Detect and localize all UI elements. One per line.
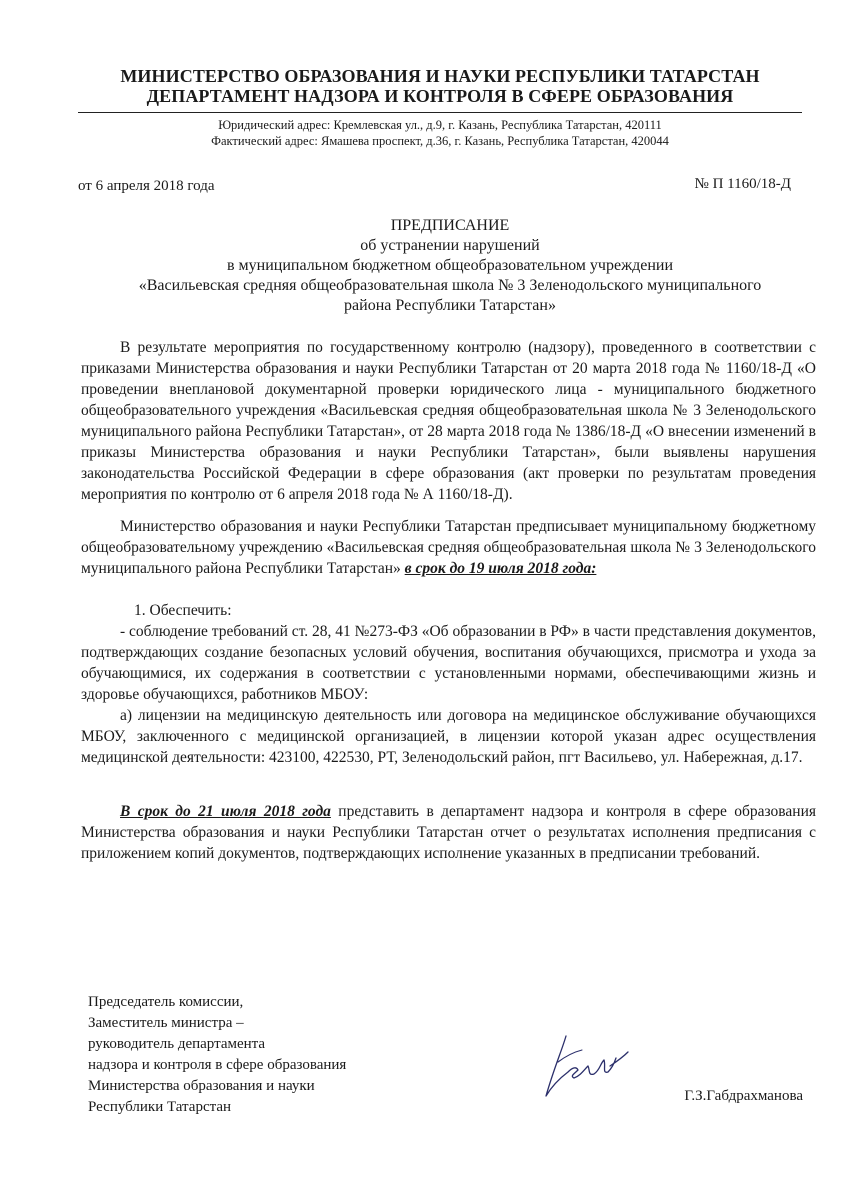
signatory-name: Г.З.Габдрахманова	[684, 1088, 803, 1104]
deadline-first: в срок до 19 июля 2018 года:	[404, 560, 597, 577]
document-date: от 6 апреля 2018 года	[78, 178, 215, 194]
prescription-text: Министерство образования и науки Республики Татарстан предписывает муниципальному бюджетному общеобразовательному учреждению «Васильевская средняя общеобразовательная школа № 3 Зеленодольского муниципального района Республики Татарстан»	[81, 518, 816, 577]
item-1-text: - соблюдение требований ст. 28, 41 №273-ФЗ «Об образовании в РФ» в части представления документов, подтверждающих создание безопасных условий обучения, воспитания обучающихся, присмотра и ухода за обучающимися, их содержания в соответствии с установленными нормами, обеспечивающими жизнь и здоровье обучающихся, работников МБОУ:	[81, 623, 816, 703]
title-subline-4: района Республики Татарстан»	[344, 297, 556, 314]
paragraph-findings: В результате мероприятия по государственному контролю (надзору), проведенного в соответствии с приказами Министерства образования и науки Республики Татарстан от 20 марта 2018 года № 1160/18-Д «О проведении внеплановой документарной проверки юридического лица - муниципального бюджетного общеобразовательного учреждения «Васильевская средняя общеобразовательная школа № 3 Зеленодольского муниципального района Республики Татарстан», от 28 марта 2018 года № 1386/18-Д «О внесении изменений в приказы Министерства образования и науки Республики Татарстан», были выявлены нарушения законодательства Российской Федерации в сфере образования (акт проверки по результатам проведения мероприятия по контролю от 6 апреля 2018 года № А 1160/18-Д).	[81, 339, 816, 503]
legal-address: Юридический адрес: Кремлевская ул., д.9, г. Казань, Республика Татарстан, 420111	[218, 118, 662, 132]
signatory-line: надзора и контроля в сфере образования	[88, 1057, 347, 1073]
report-text: представить в департамент надзора и контроля в сфере образования Министерства образования и науки Республики Татарстан отчет о результатах исполнения предписания с приложением копий документов, подтверждающих исполнение указанных в предписании требований.	[81, 803, 816, 862]
document-title: ПРЕДПИСАНИЕ	[390, 217, 510, 234]
signatory-line: Заместитель министра –	[88, 1015, 244, 1031]
signatory-position	[88, 992, 346, 1118]
item-1-subitem-a: а) лицензии на медицинскую деятельность или договора на медицинское обслуживание обучающихся МБОУ, заключенного с медицинской организацией, в лицензии которой указан адрес осуществления медицинской деятельности: 423100, 422530, РТ, Зеленодольский район, пгт Васильево, ул. Набережная, д.17.	[81, 707, 816, 766]
deadline-second: В срок до 21 июля 2018 года	[120, 803, 331, 820]
department-name: ДЕПАРТАМЕНТ НАДЗОРА И КОНТРОЛЯ В СФЕРЕ ОБРАЗОВАНИЯ	[146, 86, 734, 106]
signatory-line: Республики Татарстан	[88, 1099, 232, 1115]
signatory-line: руководитель департамента	[88, 1036, 266, 1052]
paragraph-prescription	[81, 516, 816, 579]
paragraph-report-deadline	[81, 801, 816, 864]
document-number: № П 1160/18-Д	[694, 176, 791, 192]
letterhead	[80, 66, 800, 106]
handwritten-signature	[538, 1032, 634, 1102]
signatory-line: Председатель комиссии,	[88, 994, 244, 1010]
actual-address: Фактический адрес: Ямашева проспект, д.36, г. Казань, Республика Татарстан, 420044	[211, 134, 669, 148]
signatory-line: Министерства образования и науки	[88, 1078, 315, 1094]
item-1-heading: 1. Обеспечить:	[134, 602, 232, 619]
title-subline-2: в муниципальном бюджетном общеобразовательном учреждении	[226, 257, 674, 274]
title-subline-3: «Васильевская средняя общеобразовательная школа № 3 Зеленодольского муниципального	[138, 277, 762, 294]
ministry-name: МИНИСТЕРСТВО ОБРАЗОВАНИЯ И НАУКИ РЕСПУБЛИКИ ТАТАРСТАН	[120, 66, 760, 86]
title-subline-1: об устранении нарушений	[360, 237, 540, 254]
letterhead-divider	[78, 112, 802, 113]
